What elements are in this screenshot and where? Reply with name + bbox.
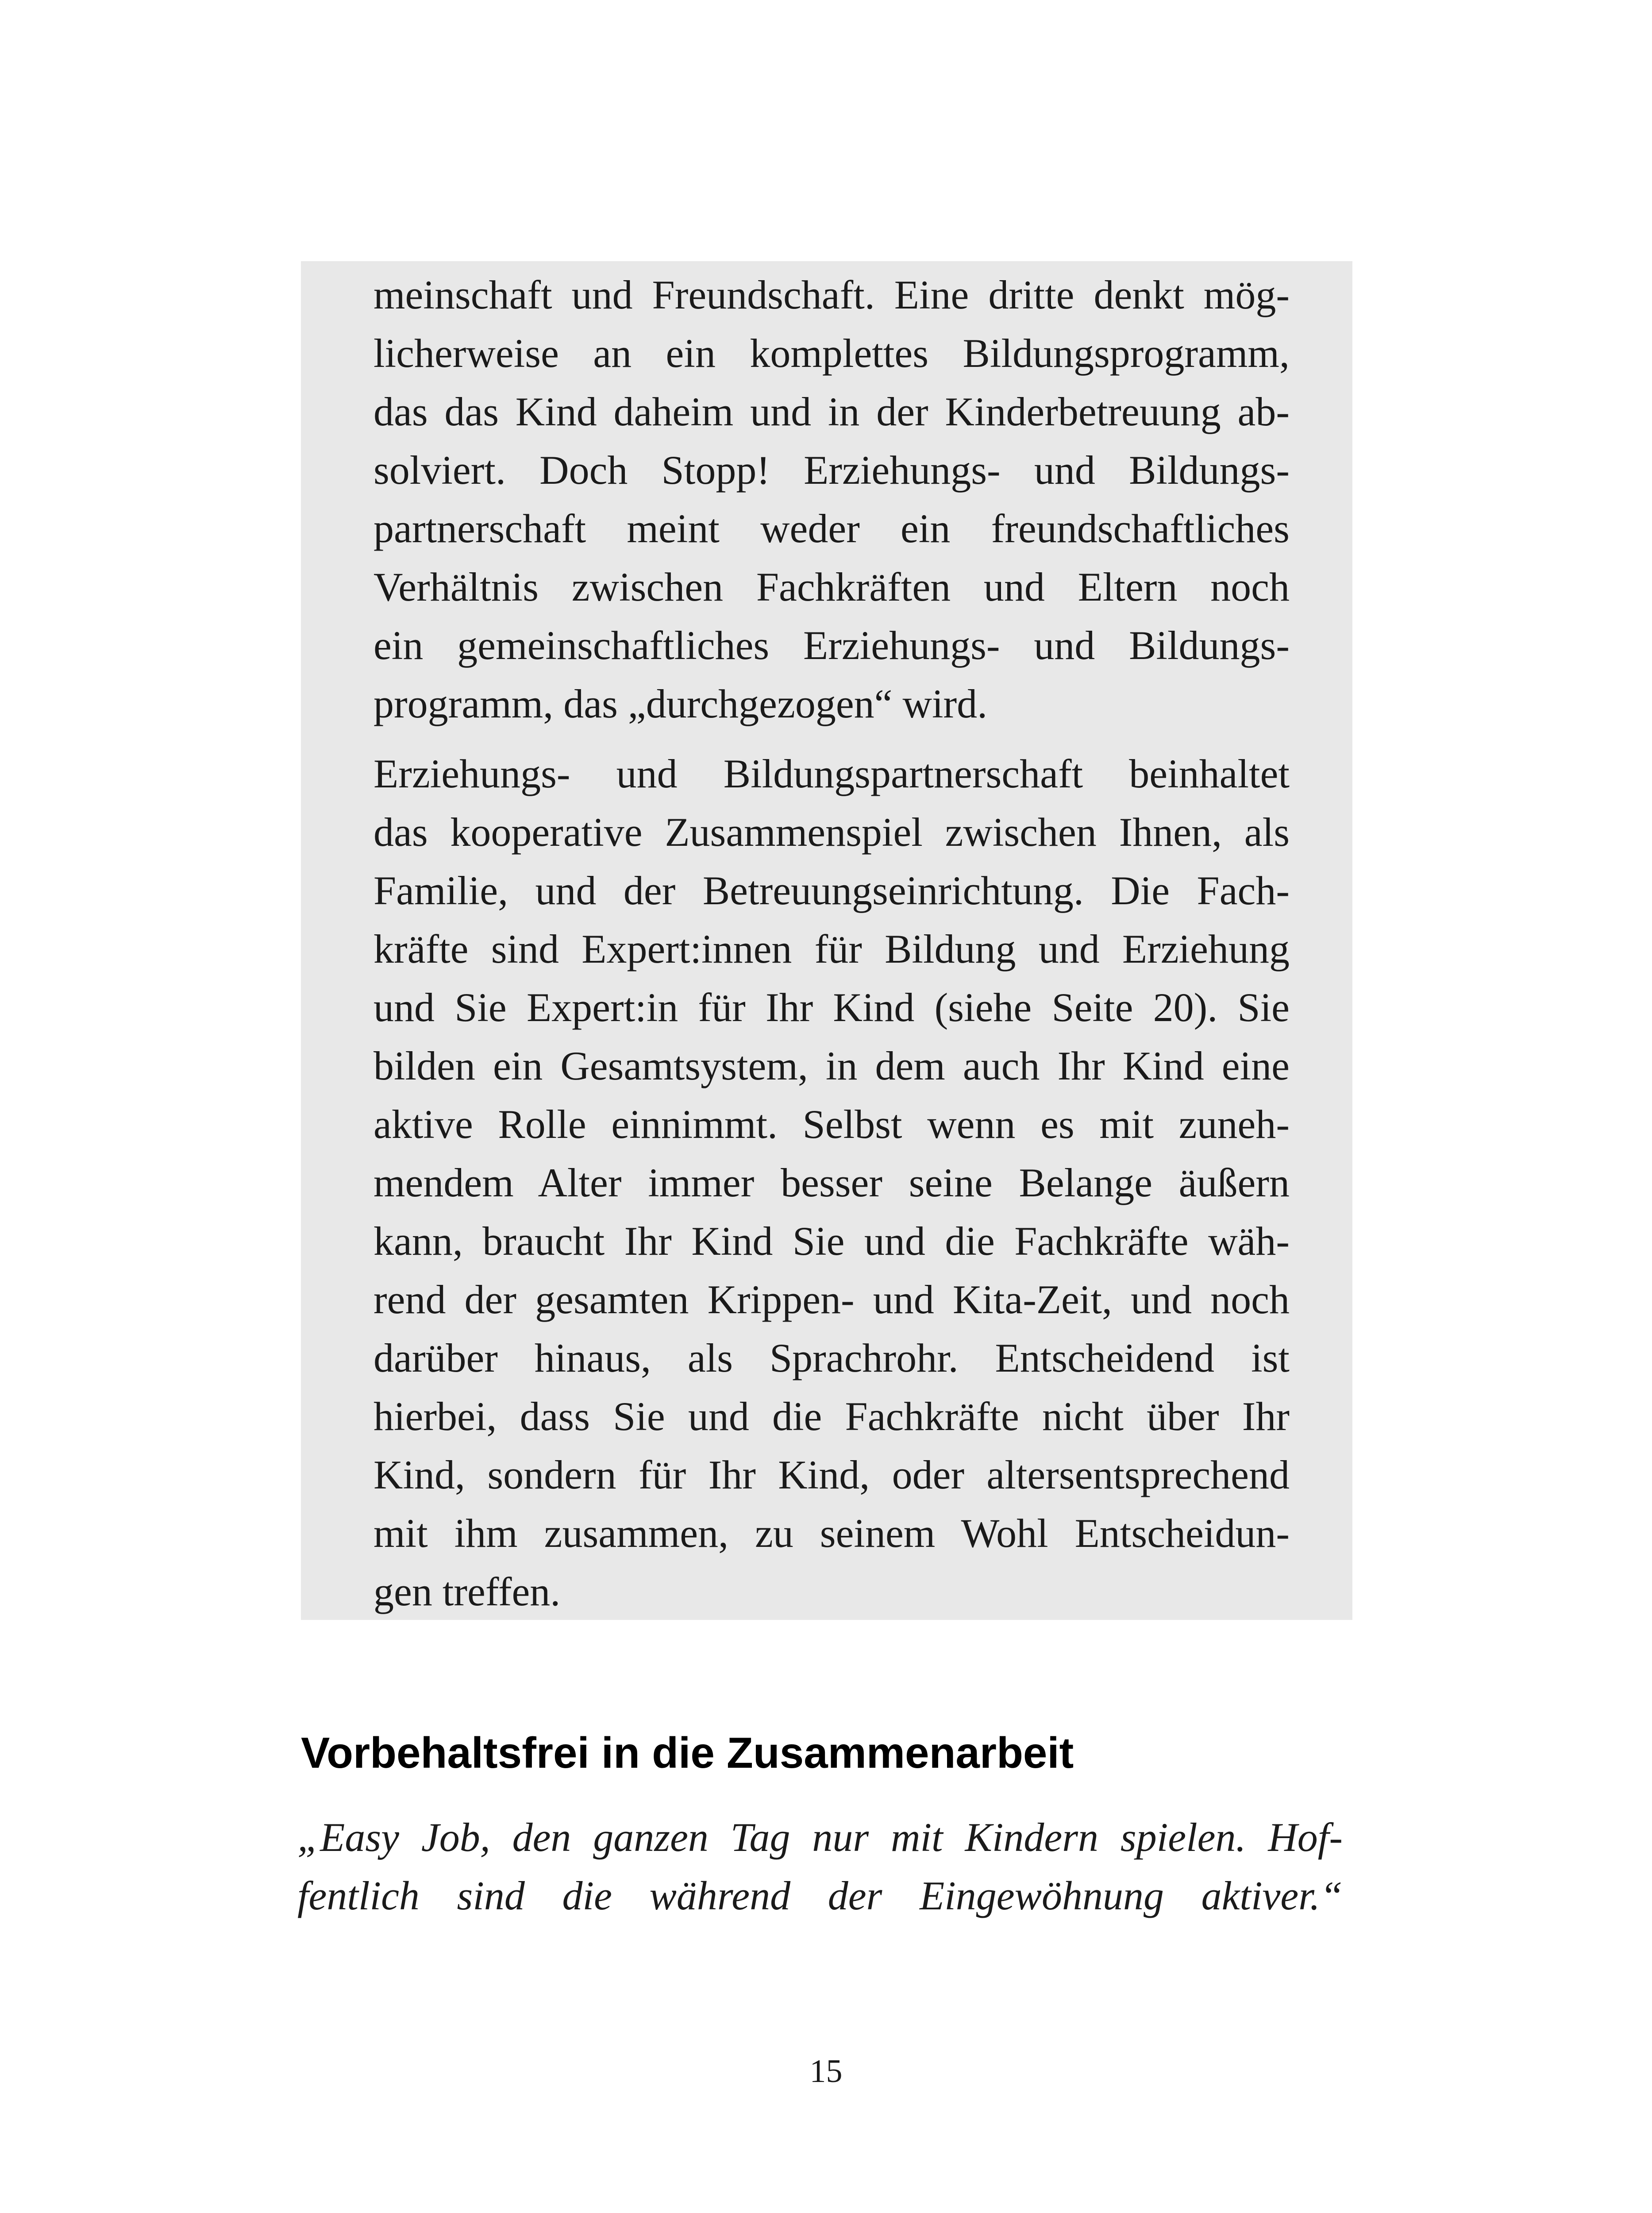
quote (297, 1808, 1343, 1925)
text-line: mit ihm zusammen, zu seinem Wohl Entscheidun- (374, 1511, 1290, 1556)
quote-line: „Easy Job, den ganzen Tag nur mit Kindern spielen. Hof- (297, 1815, 1343, 1860)
text-line: kann, braucht Ihr Kind Sie und die Fachkräfte wäh- (374, 1218, 1290, 1264)
text-line: das kooperative Zusammenspiel zwischen Ihnen, als (374, 810, 1290, 855)
text-line: Erziehungs- und Bildungspartnerschaft beinhaltet (374, 751, 1290, 796)
text-line: kräfte sind Expert:innen für Bildung und Erziehung (374, 926, 1290, 972)
text-line: mendem Alter immer besser seine Belange äußern (374, 1160, 1290, 1205)
text-line: Familie, und der Betreuungseinrichtung. Die Fach- (374, 868, 1290, 913)
page-number: 15 (809, 2053, 843, 2090)
text-line: bilden ein Gesamtsystem, in dem auch Ihr Kind eine (374, 1043, 1290, 1088)
text-line: partnerschaft meint weder ein freundschaftliches (374, 506, 1290, 551)
section-heading: Vorbehaltsfrei in die Zusammenarbeit (301, 1728, 1074, 1777)
text-line: ein gemeinschaftliches Erziehungs- und Bildungs- (374, 623, 1290, 668)
info-box-content (374, 266, 1290, 1621)
text-line: gen treffen. (374, 1569, 561, 1614)
text-line: darüber hinaus, als Sprachrohr. Entscheidend ist (374, 1335, 1290, 1380)
text-line: rend der gesamten Krippen- und Kita-Zeit, und noch (374, 1277, 1290, 1322)
text-line: das das Kind daheim und in der Kinderbetreuung ab- (374, 389, 1290, 434)
text-line: programm, das „durchgezogen“ wird. (374, 681, 988, 726)
text-line: und Sie Expert:in für Ihr Kind (siehe Seite 20). Sie (374, 985, 1290, 1030)
info-box-paragraph-2 (374, 744, 1290, 1621)
text-line: Kind, sondern für Ihr Kind, oder altersentsprechend (374, 1452, 1290, 1497)
info-box (301, 261, 1352, 1620)
text-line: hierbei, dass Sie und die Fachkräfte nicht über Ihr (374, 1394, 1290, 1439)
text-line: aktive Rolle einnimmt. Selbst wenn es mit zuneh- (374, 1102, 1290, 1147)
text-line: Verhältnis zwischen Fachkräften und Eltern noch (374, 564, 1290, 609)
text-line: solviert. Doch Stopp! Erziehungs- und Bildungs- (374, 447, 1290, 493)
text-line: meinschaft und Freundschaft. Eine dritte denkt mög- (374, 272, 1290, 317)
text-line: licherweise an ein komplettes Bildungsprogramm, (374, 331, 1290, 376)
info-box-paragraph-1 (374, 266, 1290, 733)
quote-line: fentlich sind die während der Eingewöhnung aktiver.“ (297, 1873, 1343, 1918)
